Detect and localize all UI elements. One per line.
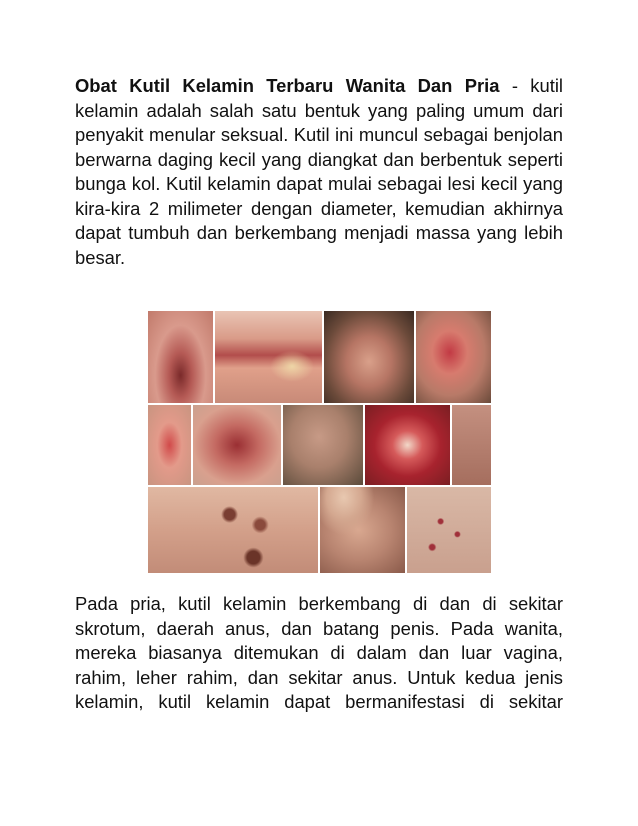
collage-photo-6 <box>193 405 281 485</box>
collage-photo-4 <box>416 311 491 403</box>
collage-photo-3 <box>324 311 414 403</box>
photo-collage <box>148 311 491 573</box>
collage-photo-2 <box>215 311 322 403</box>
collage-photo-7 <box>283 405 363 485</box>
collage-photo-1 <box>148 311 213 403</box>
collage-photo-8 <box>365 405 450 485</box>
collage-photo-11 <box>320 487 405 573</box>
body-paragraph: Pada pria, kutil kelamin berkembang di dan di sekitar skrotum, daerah anus, dan batang penis. Pada wanita, mereka biasanya ditemukan di dalam dan luar vagina, rahim, leher rahim, dan sekitar anus. Untuk kedua jenis kelamin, kutil kelamin dapat bermanifestasi di sekitar <box>75 593 563 712</box>
title-separator: - <box>499 75 531 96</box>
article-title: Obat Kutil Kelamin Terbaru Wanita Dan Pria <box>75 75 500 96</box>
intro-paragraph <box>75 74 563 270</box>
collage-photo-12 <box>407 487 491 573</box>
collage-photo-5 <box>148 405 191 485</box>
intro-body: kutil kelamin adalah salah satu bentuk yang paling umum dari penyakit menular seksual. Kutil ini muncul sebagai benjolan berwarna daging kecil yang diangkat dan berbentuk seperti bunga kol. Kutil kelamin dapat mulai sebagai lesi kecil yang kira-kira 2 milimeter dengan diameter, kemudian akhirnya dapat tumbuh dan berkembang menjadi massa yang lebih besar. <box>75 75 564 268</box>
collage-photo-9 <box>452 405 491 485</box>
collage-photo-10 <box>148 487 318 573</box>
